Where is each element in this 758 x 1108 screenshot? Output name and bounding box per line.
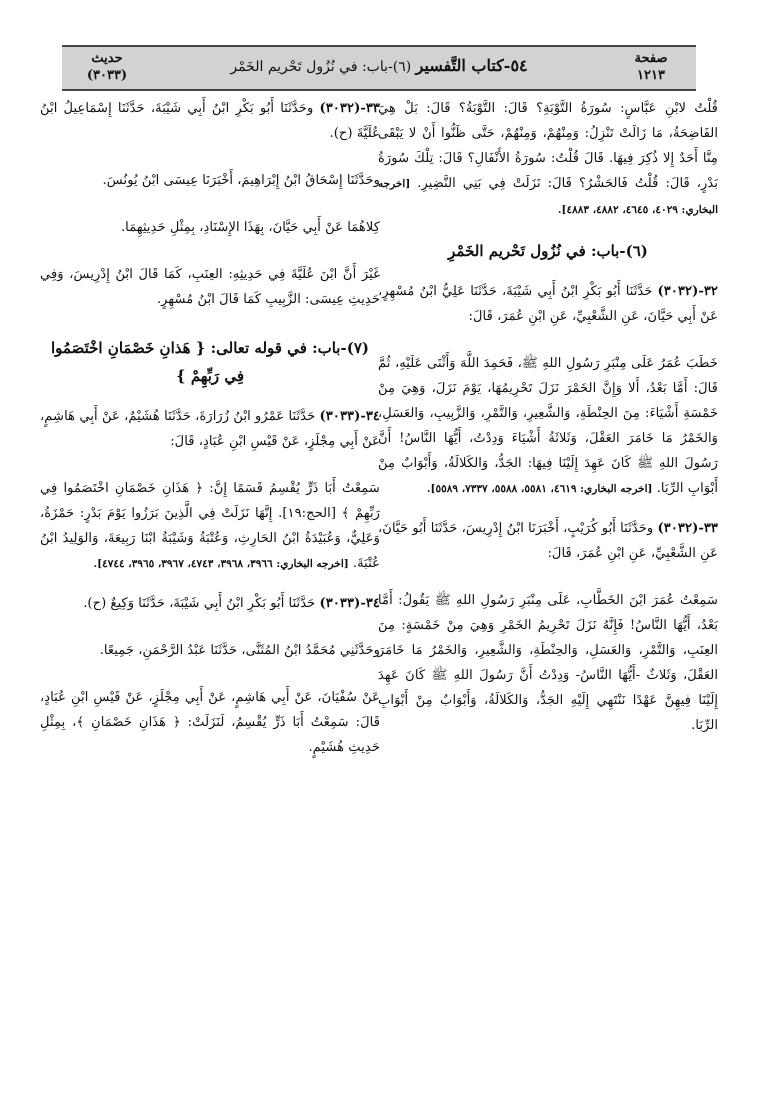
page-number: ١٢١٣ (637, 68, 665, 83)
paragraph (40, 638, 380, 663)
page-number-label: صفحة (634, 51, 668, 66)
right-column (378, 96, 718, 760)
paragraph-text: عَنْ سُفْيَانَ، عَنْ أَبِي هَاشِمٍ، عَنْ أَبِي مِجْلَزٍ، عَنْ قَيْسِ ابْنِ عُبَادٍ، قَالَ: سَمِعْتُ أَبَا ذَرٍّ يُقْسِمُ، لَنَزَلَتْ: ﴿ هَذَانِ خَصْمَانِ ﴾، بِمِثْلِ حَدِيثِ هُشَيْمٍ. (40, 690, 380, 755)
paragraph (40, 96, 380, 146)
hadith-number: ٣٣-(٣٠٣٢) (657, 521, 718, 536)
hadith-number: ٣٤-(٣٠٣٣) (319, 409, 381, 424)
page-number-box (612, 50, 690, 84)
hadith-number: ٣٣-(٣٠٣٢) (319, 101, 380, 116)
paragraph-text: حَدَّثَنَا أَبُو بَكْرِ ابْنُ أَبِي شَيْبَةَ، حَدَّثَنَا عَلِيُّ ابْنُ مُسْهِرٍ، عَنْ أَبِي حَيَّانَ، عَنِ الشَّعْبِيِّ، عَنِ ابْنِ عُمَرَ، قَالَ: (378, 284, 718, 324)
paragraph (40, 476, 380, 577)
paragraph-text: كِلاهُمَا عَنْ أَبِي حَيَّانَ، بِهَذَا الإِسْنَادِ، بِمِثْلِ حَدِيثِهِمَا. (120, 220, 380, 235)
chapter-title: (٦)-باب: في نُزُول تَحْريم الخَمْرِ (230, 59, 412, 75)
hadith-number-box (68, 50, 146, 84)
paragraph-text: وحَدَّثَنَا أَبُو كُرَيْبٍ، أَخْبَرَنَا ابْنُ إِدْرِيسَ، حَدَّثَنَا أَبُو حَيَّانَ، عَنِ الشَّعْبِيِّ، عَنِ ابْنِ عُمَرَ، قَالَ: (378, 521, 718, 561)
paragraph (378, 516, 718, 566)
paragraph (378, 96, 718, 223)
paragraph-text: وحَدَّثَنَا إِسْحَاقُ ابْنُ إِبْرَاهِيمَ، أَخْبَرَنَا عِيسَى ابْنُ يُونُسَ. (102, 173, 380, 188)
paragraph-text: خَطَبَ عُمَرُ عَلَى مِنْبَرِ رَسُولِ اللهِ ﷺ، فَحَمِدَ اللَّهَ وَأَثْنَى عَلَيْهِ، ثُمَّ قَالَ: أَمَّا بَعْدُ، أَلا وَإِنَّ الخَمْرَ نَزَلَ تَحْرِيمُهَا، يَوْمَ نَزَلَ، وَهِيَ مِنْ خَمْسَةِ أَشْيَاءَ: مِنَ الحِنْطَةِ، وَالشَّعِيرِ، وَالتَّمْرِ، وَالزَّبِيبِ، وَالعَسَلِ، وَالخَمْرُ مَا خَامَرَ العَقْلَ، وَثَلاثَةُ أَشْيَاءَ وَدِدْتُ، أَيُّهَا النَّاسُ! أَنَّ رَسُولَ اللهِ ﷺ كَانَ عَهِدَ إِلَيْنَا فِيهَا: الجَدُّ، وَالكَلالَةُ، وَأَبْوَابٌ مِنْ أَبْوَابِ الرِّبَا. (378, 356, 718, 496)
paragraph-text: وحَدَّثَنِي مُحَمَّدُ ابْنُ المُثَنَّى، حَدَّثَنَا عَبْدُ الرَّحْمَنِ، جَمِيعًا. (99, 643, 380, 658)
paragraph (378, 588, 718, 738)
hadith-number-label: حديث (91, 51, 123, 66)
paragraph-text: حَدَّثَنَا أَبُو بَكْرِ ابْنُ أَبِي شَيْبَةَ، حَدَّثَنَا وَكِيعٌ (ح). (83, 596, 316, 611)
book-title: ٥٤-كتاب التَّفسير (415, 56, 528, 75)
paragraph-text: وحَدَّثَنَا أَبُو بَكْرِ ابْنُ أَبِي شَيْبَةَ، حَدَّثَنَا إِسْمَاعِيلُ ابْنُ عُلَيَّةَ (ح). (40, 101, 380, 141)
page-header (62, 45, 696, 91)
section-heading: (٧)-باب: في قوله تعالى: { هَذانِ خَصْمَانِ اخْتَصَمُوا فِي رَبِّهِمْ } (51, 339, 369, 385)
paragraph (40, 168, 380, 193)
paragraph-text: سَمِعْتُ أَبَا ذَرٍّ يُقْسِمُ قَسَمًا إِنَّ: ﴿ هَذَانِ خَصْمَانِ اخْتَصَمُوا فِي رَبِّهِمْ ﴾ [الحج:١٩]. إِنَّهَا نَزَلَتْ فِي الَّذِينَ بَرَزُوا يَوْمَ بَدْرٍ: حَمْزَةُ، وَعَلِيٌّ، وَعُبَيْدَةُ ابْنُ الحَارِثِ، وَعُتْبَةُ وَشَيْبَةُ ابْنَا رَبِيعَةَ، وَالوَلِيدُ ابْنُ عُتْبَةَ. (40, 481, 380, 571)
running-title (172, 56, 586, 75)
reference: [اخرجه البخاري: ٤٠٢٩، ٤٦٤٥، ٤٨٨٢، ٤٨٨٣]. (378, 178, 718, 216)
paragraph-text: غَيْرَ أَنَّ ابْنَ عُلَيَّةَ فِي حَدِيثِهِ: العِنَبِ، كَمَا قَالَ ابْنُ إِدْرِيسَ، وَفِي حَدِيثِ عِيسَى: الزَّبِيبِ كَمَا قَالَ ابْنُ مُسْهِرٍ. (40, 267, 380, 307)
reference: [اخرجه البخاري: ٣٩٦٦، ٣٩٦٨، ٤٧٤٣، ٣٩٦٧، ٣٩٦٥، ٤٧٤٤]. (93, 558, 349, 570)
paragraph-text: سَمِعْتُ عُمَرَ ابْنَ الخَطَّابِ، عَلَى مِنْبَرِ رَسُولِ اللهِ ﷺ يَقُولُ: أَمَّا بَعْدُ، أَيُّهَا النَّاسُ! فَإِنَّهُ نَزَلَ تَحْرِيمُ الخَمْرِ وَهِيَ مِنْ خَمْسَةٍ: مِنَ العِنَبِ، وَالتَّمْرِ، وَالعَسَلِ، وَالحِنْطَةِ، وَالشَّعِيرِ، وَالخَمْرُ مَا خَامَرَ العَقْلَ، وَثَلاثٌ -أَيُّهَا النَّاسُ- وَدِدْتُ أَنَّ رَسُولَ اللهِ ﷺ كَانَ عَهِدَ إِلَيْنَا فِيهِنَّ عَهْدًا نَنْتَهِي إِلَيْهِ الجَدُّ، وَالكَلالَةُ، وَأَبْوَابٌ مِنْ أَبْوَابِ الرِّبَا. (378, 593, 718, 733)
hadith-number: ٣٢-(٣٠٣٢) (657, 284, 718, 299)
paragraph (378, 351, 718, 502)
paragraph-text: قُلْتُ لابْنِ عَبَّاسٍ: سُورَةُ التَّوْبَةِ؟ قَالَ: التَّوْبَةُ؟ قَالَ: بَلْ هِيَ الفَاضِحَةُ، مَا زَالَتْ تَنْزِلُ: وَمِنْهُمْ، وَمِنْهُمْ، حَتَّى ظَنُّوا أَنْ لا يَبْقَى مِنَّا أَحَدٌ إِلا ذُكِرَ فِيهَا. قَالَ قُلْتُ: سُورَةُ الأَنْفَالِ؟ قَالَ: تِلْكَ سُورَةُ بَدْرٍ، قَالَ: قُلْتُ فَالحَشْرُ؟ قَالَ: نَزَلَتْ فِي بَنِي النَّضِيرِ. (378, 101, 718, 191)
paragraph (378, 279, 718, 329)
reference: [اخرجه البخاري: ٤٦١٩، ٥٥٨١، ٥٥٨٨، ٧٣٣٧، ٥٥٨٩]. (426, 483, 653, 495)
paragraph (40, 685, 380, 760)
paragraph (40, 262, 380, 312)
section-heading: (٦)-باب: في نُزُول تَحْريم الخَمْرِ (448, 242, 648, 260)
paragraph (40, 215, 380, 240)
hadith-number: (٣٠٣٣) (86, 68, 128, 83)
hadith-number: ٣٤-(٣٠٣٣) (319, 596, 380, 611)
paragraph (40, 404, 380, 454)
paragraph-text: حَدَّثَنَا عَمْرُو ابْنُ زُرَارَةَ، حَدَّثَنَا هُشَيْمٌ، عَنْ أَبِي هَاشِمٍ، عَنْ أَبِي مِجْلَزٍ، عَنْ قَيْسِ ابْنِ عُبَادٍ، قَالَ: (40, 409, 380, 449)
paragraph (40, 591, 380, 616)
left-column (40, 96, 380, 782)
